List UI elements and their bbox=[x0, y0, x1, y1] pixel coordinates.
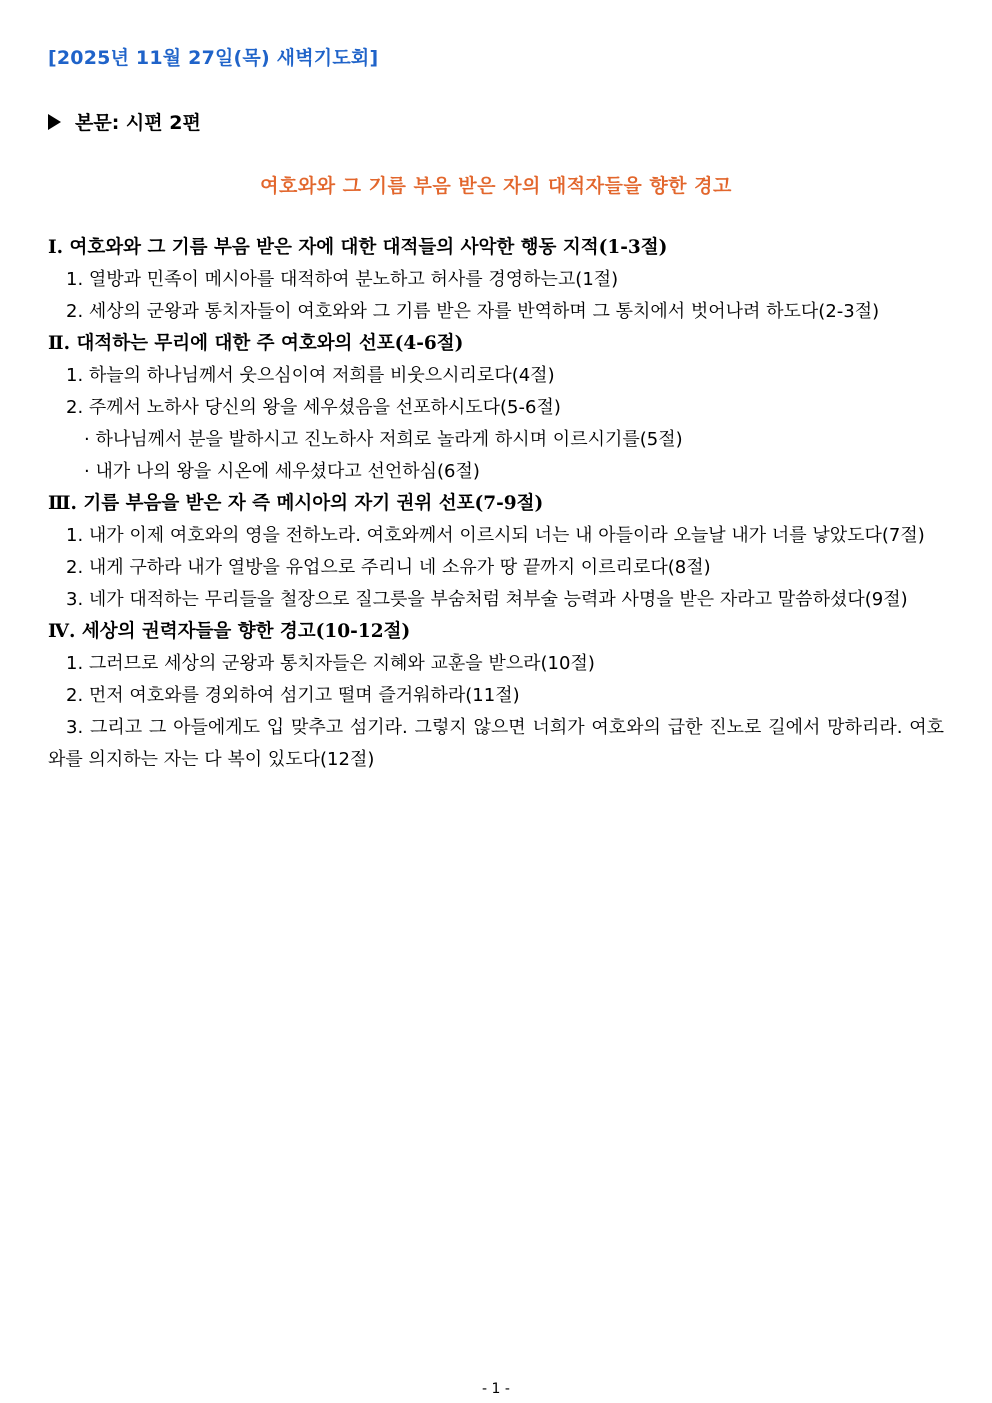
section-heading: Ⅲ. 기름 부음을 받은 자 즉 메시아의 자기 권위 선포(7-9절) bbox=[48, 493, 544, 514]
outline-point: 2. 먼저 여호와를 경외하여 섬기고 떨며 즐거워하라(11절) bbox=[66, 685, 520, 706]
outline-point: 2. 내게 구하라 내가 열방을 유업으로 주리니 네 소유가 땅 끝까지 이르리로다(8절) bbox=[66, 557, 711, 578]
section-heading: Ⅱ. 대적하는 무리에 대한 주 여호와의 선포(4-6절) bbox=[48, 333, 464, 354]
outline-point: 1. 그러므로 세상의 군왕과 통치자들은 지혜와 교훈을 받으라(10절) bbox=[66, 653, 595, 674]
scripture-reference bbox=[48, 108, 201, 135]
outline-section-3 bbox=[48, 488, 944, 616]
service-date-heading: [2025년 11월 27일(목) 새벽기도회] bbox=[48, 47, 379, 69]
outline-point: 2. 세상의 군왕과 통치자들이 여호와와 그 기름 받은 자를 반역하며 그 통치에서 벗어나려 하도다(2-3절) bbox=[66, 301, 880, 322]
outline-section-1 bbox=[48, 232, 944, 328]
outline-subpoint: · 내가 나의 왕을 시온에 세우셨다고 선언하심(6절) bbox=[84, 461, 480, 482]
outline-point: 3. 네가 대적하는 무리들을 철장으로 질그릇을 부숨처럼 쳐부술 능력과 사명을 받은 자라고 말씀하셨다(9절) bbox=[66, 589, 908, 610]
sermon-outline bbox=[48, 232, 944, 776]
outline-point: 1. 열방과 민족이 메시아를 대적하여 분노하고 허사를 경영하는고(1절) bbox=[66, 269, 619, 290]
section-heading: Ⅳ. 세상의 권력자들을 향한 경고(10-12절) bbox=[48, 621, 411, 642]
scripture-reference-label: 본문: 시편 2편 bbox=[75, 112, 201, 134]
right-triangle-bullet-icon bbox=[48, 114, 61, 130]
outline-section-4 bbox=[48, 616, 944, 776]
outline-point: 3. 그리고 그 아들에게도 입 맞추고 섬기라. 그렇지 않으면 너희가 여호와의 급한 진노로 길에서 망하리라. 여호와를 의지하는 자는 다 복이 있도다(12절) bbox=[48, 717, 944, 770]
outline-point: 2. 주께서 노하사 당신의 왕을 세우셨음을 선포하시도다(5-6절) bbox=[66, 397, 561, 418]
outline-subpoint: · 하나님께서 분을 발하시고 진노하사 저희로 놀라게 하시며 이르시기를(5절) bbox=[84, 429, 683, 450]
outline-section-2 bbox=[48, 328, 944, 488]
page-number: - 1 - bbox=[482, 1381, 510, 1397]
outline-point: 1. 하늘의 하나님께서 웃으심이여 저희를 비웃으시리로다(4절) bbox=[66, 365, 555, 386]
section-heading: Ⅰ. 여호와와 그 기름 부음 받은 자에 대한 대적들의 사악한 행동 지적(1-3절) bbox=[48, 237, 668, 258]
outline-point: 1. 내가 이제 여호와의 영을 전하노라. 여호와께서 이르시되 너는 내 아들이라 오늘날 내가 너를 낳았도다(7절) bbox=[66, 525, 925, 546]
sermon-title: 여호와와 그 기름 부음 받은 자의 대적자들을 향한 경고 bbox=[260, 175, 732, 197]
